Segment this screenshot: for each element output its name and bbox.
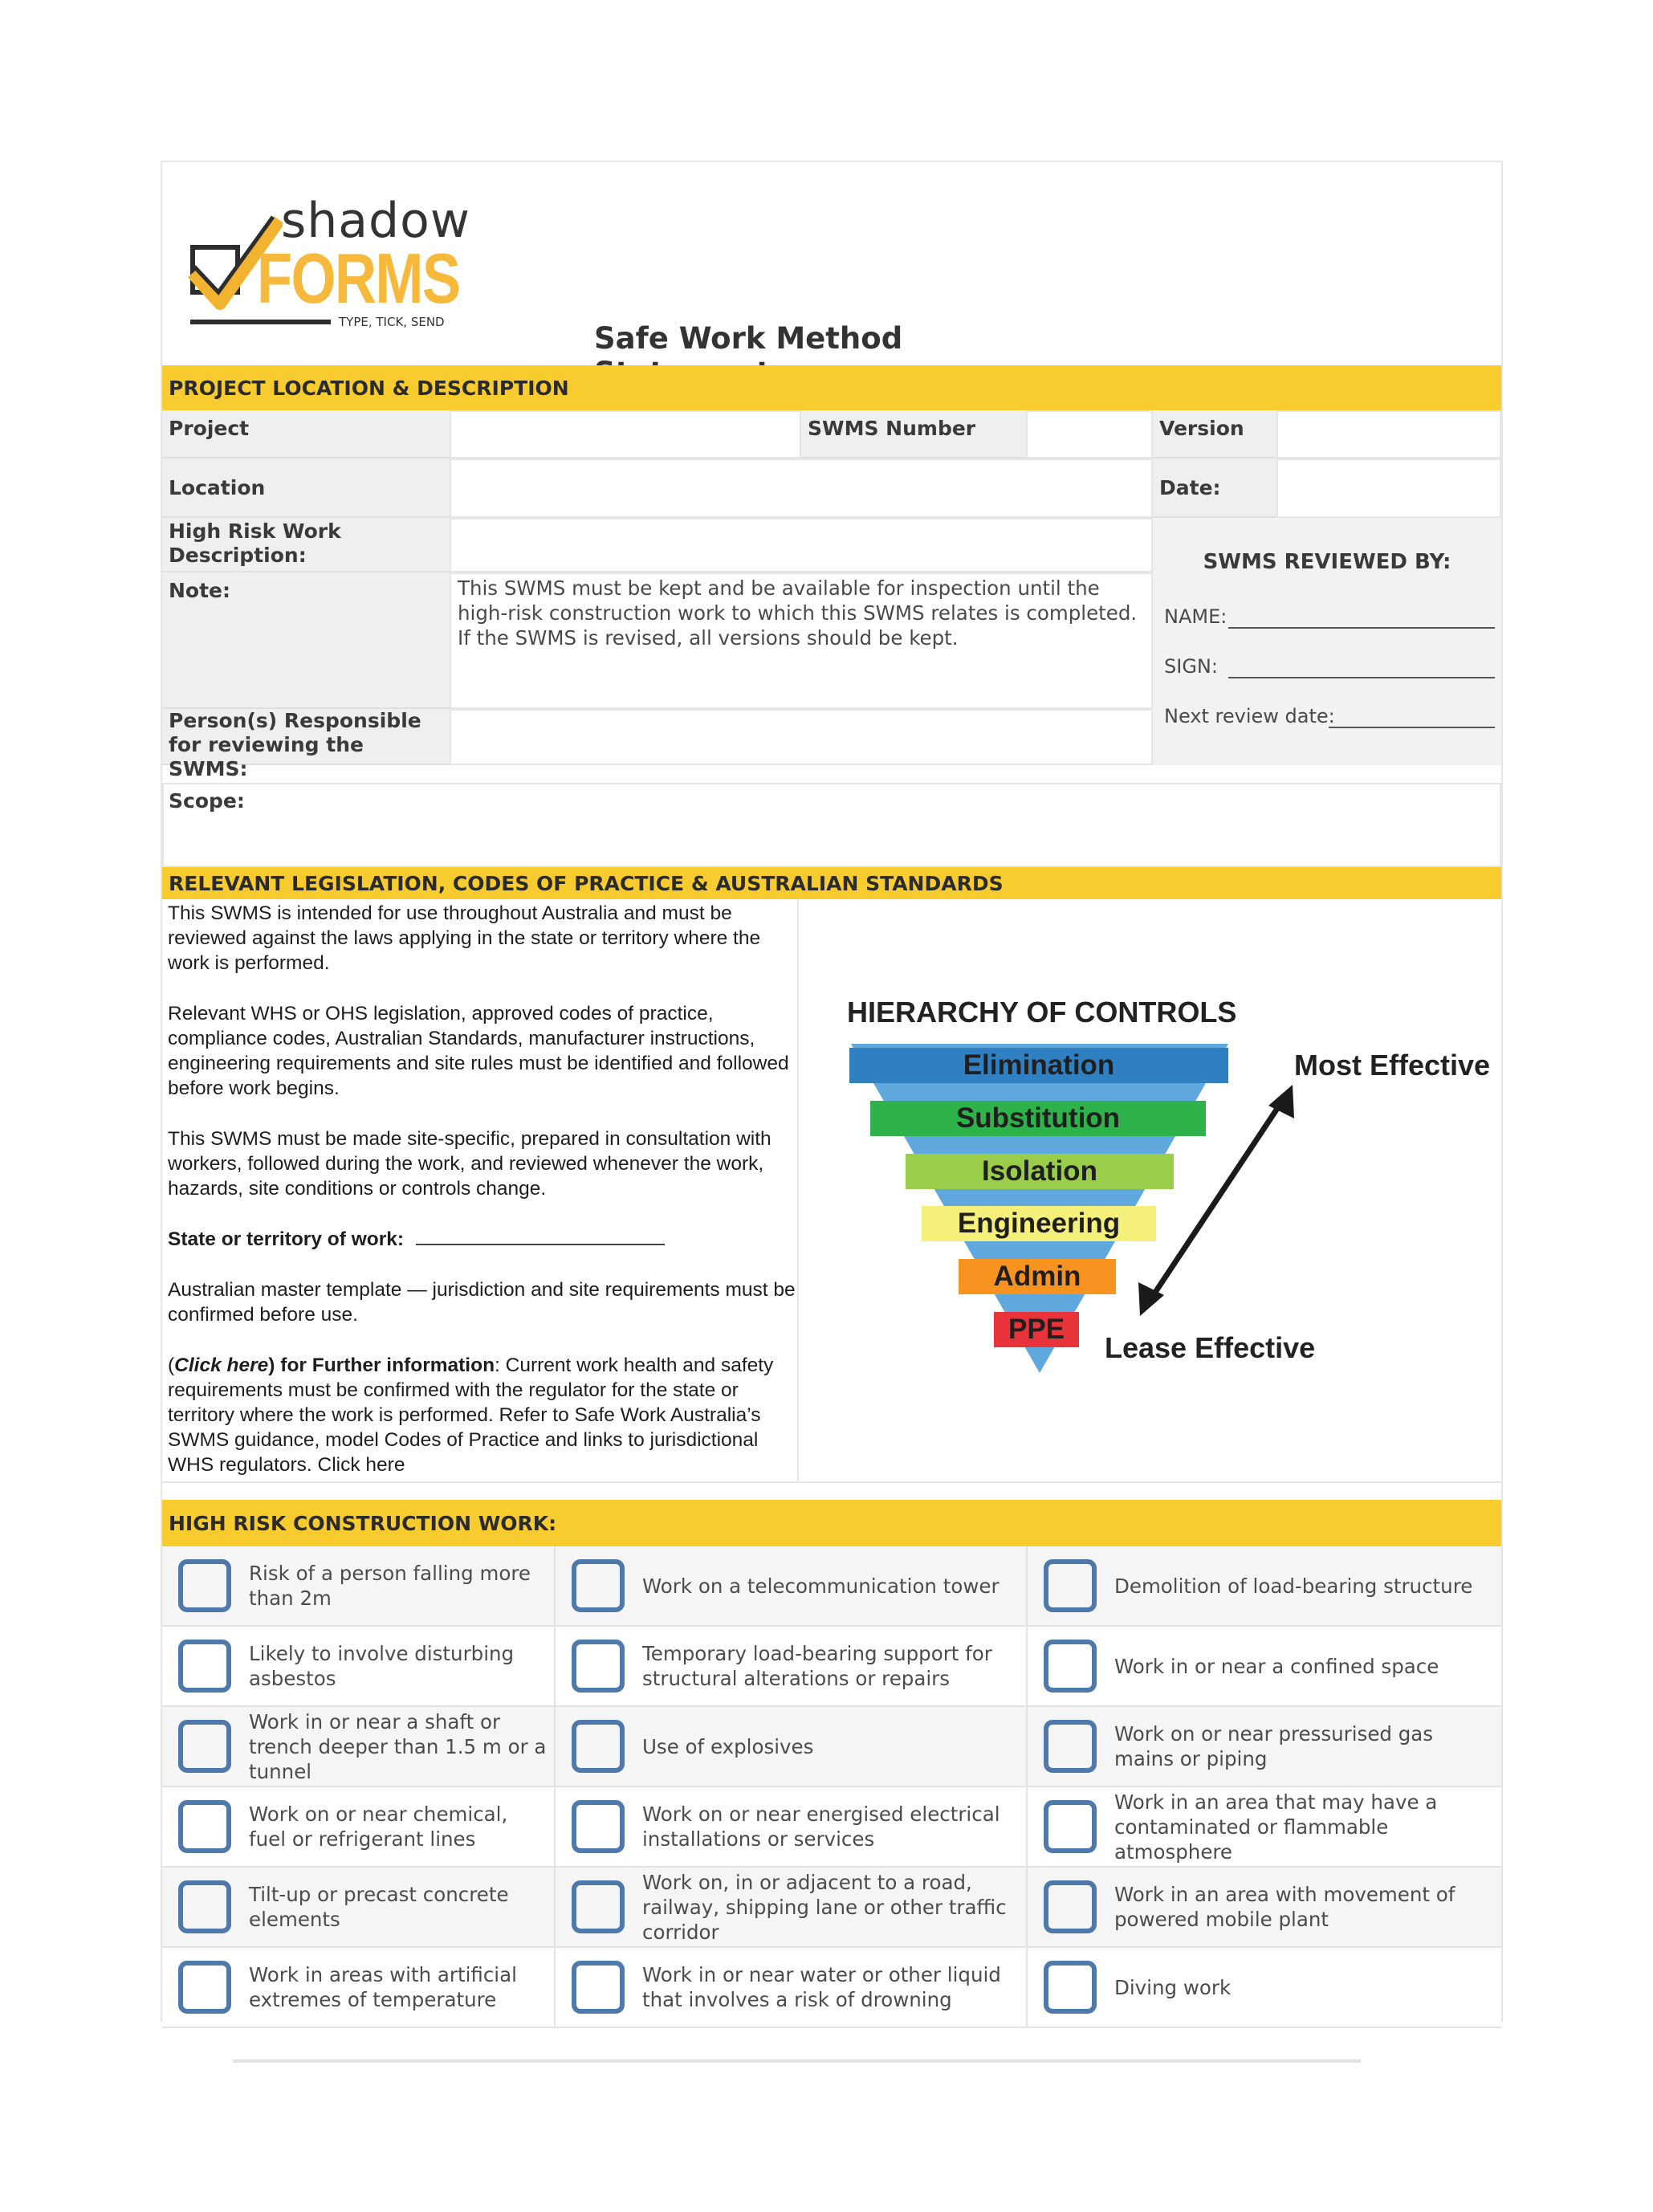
section-heading-legislation: RELEVANT LEGISLATION, CODES OF PRACTICE & AUSTRALIAN STANDARDS — [162, 867, 1501, 899]
checkbox-icon[interactable] — [1044, 1720, 1097, 1773]
hrcw-item-label: Risk of a person falling more than 2m — [249, 1562, 531, 1610]
hierarchy-level-substitution: Substitution — [870, 1101, 1206, 1136]
checkbox-icon[interactable] — [572, 1800, 625, 1853]
checkbox-icon[interactable] — [178, 1880, 231, 1933]
reviewer-name-line[interactable] — [1228, 627, 1495, 629]
hrcw-item — [554, 1868, 1026, 1948]
hrcw-item-label: Work on or near chemical, fuel or refrigerant lines — [249, 1803, 508, 1851]
hrcw-item — [162, 1787, 554, 1868]
legislation-paragraph-3: This SWMS must be made site-specific, prepared in consultation with workers, followed during the work, and reviewed whenever the work, hazards, site conditions or controls change. — [168, 1128, 772, 1200]
hrcw-item — [1026, 1868, 1501, 1948]
hrcw-item — [554, 1546, 1026, 1627]
checkbox-icon[interactable] — [1044, 1640, 1097, 1693]
hrcw-item — [554, 1707, 1026, 1787]
hrcw-item-label: Work on a telecommunication tower — [642, 1574, 1000, 1598]
hrcw-item — [1026, 1546, 1501, 1627]
hrw-description-label: High Risk Work Description: — [162, 518, 450, 572]
further-info-label: for Further information — [280, 1354, 495, 1376]
hrcw-item — [554, 1627, 1026, 1707]
logo-tagline: TYPE, TICK, SEND — [339, 315, 445, 329]
hrcw-item — [162, 1948, 554, 2028]
legislation-paragraph-4: Australian master template — jurisdiction and site requirements must be confirmed before use. — [168, 1279, 796, 1326]
logo-underline — [190, 320, 331, 324]
effectiveness-arrow-icon — [1124, 1080, 1309, 1321]
hrcw-item-label: Work in areas with artificial extremes of temperature — [249, 1963, 517, 2011]
checkbox-icon[interactable] — [1044, 1961, 1097, 2014]
legislation-bottom-border — [162, 1481, 1501, 1483]
responsible-label: Person(s) Responsible for reviewing the SWMS: — [162, 709, 450, 765]
location-input[interactable] — [450, 458, 1153, 518]
hrw-description-input[interactable] — [450, 518, 1153, 572]
hrcw-item-label: Use of explosives — [642, 1734, 814, 1758]
hrcw-item-label: Tilt-up or precast concrete elements — [249, 1883, 509, 1931]
checkbox-icon[interactable] — [178, 1961, 231, 2014]
hrcw-item — [162, 1707, 554, 1787]
next-review-line[interactable] — [1329, 727, 1495, 728]
click-here-link[interactable]: Click here — [174, 1354, 269, 1376]
legislation-divider — [797, 899, 799, 1481]
version-input[interactable] — [1276, 410, 1501, 458]
checkbox-icon[interactable] — [572, 1559, 625, 1612]
legislation-paragraph-2: Relevant WHS or OHS legislation, approved codes of practice, compliance codes, Australian Standards, manufacturer instructions, engineering requirements and site rules must be identified and followed before work begins. — [168, 1003, 789, 1099]
hrcw-item-label: Work on or near energised electrical installations or services — [642, 1803, 1000, 1851]
swms-number-label: SWMS Number — [801, 410, 1026, 458]
further-info-text: : Current work health and safety requirements must be confirmed with the regulator for the state or territory where the work is performed. Refer to Safe Work Australia’s SWMS guidance, model Codes of Practice and links to jurisdictional WHS regulators. Click here — [168, 1354, 774, 1476]
hrcw-item-label: Diving work — [1114, 1975, 1232, 1999]
checkbox-icon[interactable] — [1044, 1880, 1097, 1933]
checkbox-icon[interactable] — [572, 1961, 625, 2014]
hrcw-item-label: Work on, in or adjacent to a road, railway, shipping lane or other traffic corridor — [642, 1870, 1007, 1944]
hrcw-item — [162, 1868, 554, 1948]
project-input[interactable] — [450, 410, 801, 458]
section-heading-hrcw: HIGH RISK CONSTRUCTION WORK: — [162, 1500, 1501, 1546]
hierarchy-title: HIERARCHY OF CONTROLS — [847, 996, 1237, 1029]
checkbox-icon[interactable] — [1044, 1800, 1097, 1853]
state-territory-label: State or territory of work: — [168, 1228, 405, 1250]
hierarchy-level-elimination: Elimination — [849, 1048, 1228, 1083]
hrcw-item-label: Demolition of load-bearing structure — [1114, 1574, 1473, 1598]
hrcw-item-label: Temporary load-bearing support for structural alterations or repairs — [642, 1642, 992, 1690]
legislation-text — [168, 901, 797, 1477]
hierarchy-level-isolation: Isolation — [906, 1154, 1174, 1189]
hrcw-item-label: Work in or near water or other liquid that involves a risk of drowning — [642, 1963, 1001, 2011]
further-info-paragraph: (Click here) for Further information: Current work health and safety requirements must be confirmed with the regulator for the state or territory where the work is performed. Refer to Safe Work Australia’s SWMS guidance, model Codes of Practice and links to jurisdictional WHS regulators. Click here — [168, 1354, 774, 1476]
checkbox-icon[interactable] — [572, 1880, 625, 1933]
version-label: Version — [1153, 410, 1276, 458]
hrcw-grid — [162, 1546, 1501, 2027]
hrcw-item — [554, 1948, 1026, 2028]
most-effective-label: Most Effective — [1294, 1049, 1491, 1082]
logo-word-bottom: FORMS — [257, 238, 460, 318]
logo-word-top: shadow — [281, 193, 470, 249]
logo — [186, 193, 483, 337]
project-label: Project — [162, 410, 450, 458]
state-territory-row — [168, 1227, 797, 1252]
note-label: Note: — [162, 572, 450, 709]
state-territory-input[interactable] — [416, 1244, 665, 1245]
location-label: Location — [162, 458, 450, 518]
page-title: Safe Work Method — [594, 321, 903, 356]
section-heading-project: PROJECT LOCATION & DESCRIPTION — [162, 365, 1501, 410]
checkbox-icon[interactable] — [178, 1559, 231, 1612]
hrcw-item — [1026, 1627, 1501, 1707]
checkbox-icon[interactable] — [572, 1640, 625, 1693]
note-text: This SWMS must be kept and be available for inspection until the high-risk construction work to which this SWMS relates is completed. If the SWMS is revised, all versions should be kept. — [450, 572, 1153, 709]
least-effective-label: Lease Effective — [1105, 1331, 1316, 1364]
checkbox-icon[interactable] — [1044, 1559, 1097, 1612]
hierarchy-level-ppe: PPE — [994, 1312, 1079, 1347]
reviewer-sign-line[interactable] — [1228, 677, 1495, 678]
hrcw-item — [1026, 1707, 1501, 1787]
swms-number-input[interactable] — [1026, 410, 1153, 458]
checkbox-icon[interactable] — [178, 1640, 231, 1693]
checkbox-icon[interactable] — [572, 1720, 625, 1773]
hierarchy-level-engineering: Engineering — [922, 1206, 1156, 1241]
checkbox-icon[interactable] — [178, 1800, 231, 1853]
scope-label: Scope: — [169, 789, 245, 813]
hrcw-item-label: Work in or near a shaft or trench deeper than 1.5 m or a tunnel — [249, 1709, 547, 1783]
hrcw-item — [554, 1787, 1026, 1868]
legislation-paragraph-1: This SWMS is intended for use throughout Australia and must be reviewed against the laws applying in the state or territory where the work is performed. — [168, 902, 761, 974]
date-label: Date: — [1153, 458, 1276, 518]
hrcw-item-label: Work in an area with movement of powered mobile plant — [1114, 1883, 1456, 1931]
hierarchy-level-admin: Admin — [959, 1259, 1116, 1294]
hrcw-item-label: Work in or near a confined space — [1114, 1654, 1439, 1678]
hrcw-item-label: Likely to involve disturbing asbestos — [249, 1642, 515, 1690]
reviewed-by-heading: SWMS REVIEWED BY: — [1203, 550, 1451, 574]
hrcw-item — [162, 1546, 554, 1627]
scope-field[interactable] — [162, 783, 1501, 867]
date-input[interactable] — [1276, 458, 1501, 518]
reviewer-name-label: NAME: — [1164, 605, 1228, 628]
hrcw-item-label: Work on or near pressurised gas mains or piping — [1114, 1722, 1434, 1770]
hrcw-item — [162, 1627, 554, 1707]
next-review-label: Next review date: — [1164, 705, 1335, 727]
responsible-input[interactable] — [450, 709, 1153, 765]
hrcw-item — [1026, 1787, 1501, 1868]
hrcw-item-label: Work in an area that may have a contaminated or flammable atmosphere — [1114, 1790, 1438, 1864]
checkbox-icon[interactable] — [178, 1720, 231, 1773]
reviewer-sign-label: SIGN: — [1164, 655, 1218, 678]
hrcw-item — [1026, 1948, 1501, 2028]
page-footer-rule — [233, 2059, 1361, 2063]
